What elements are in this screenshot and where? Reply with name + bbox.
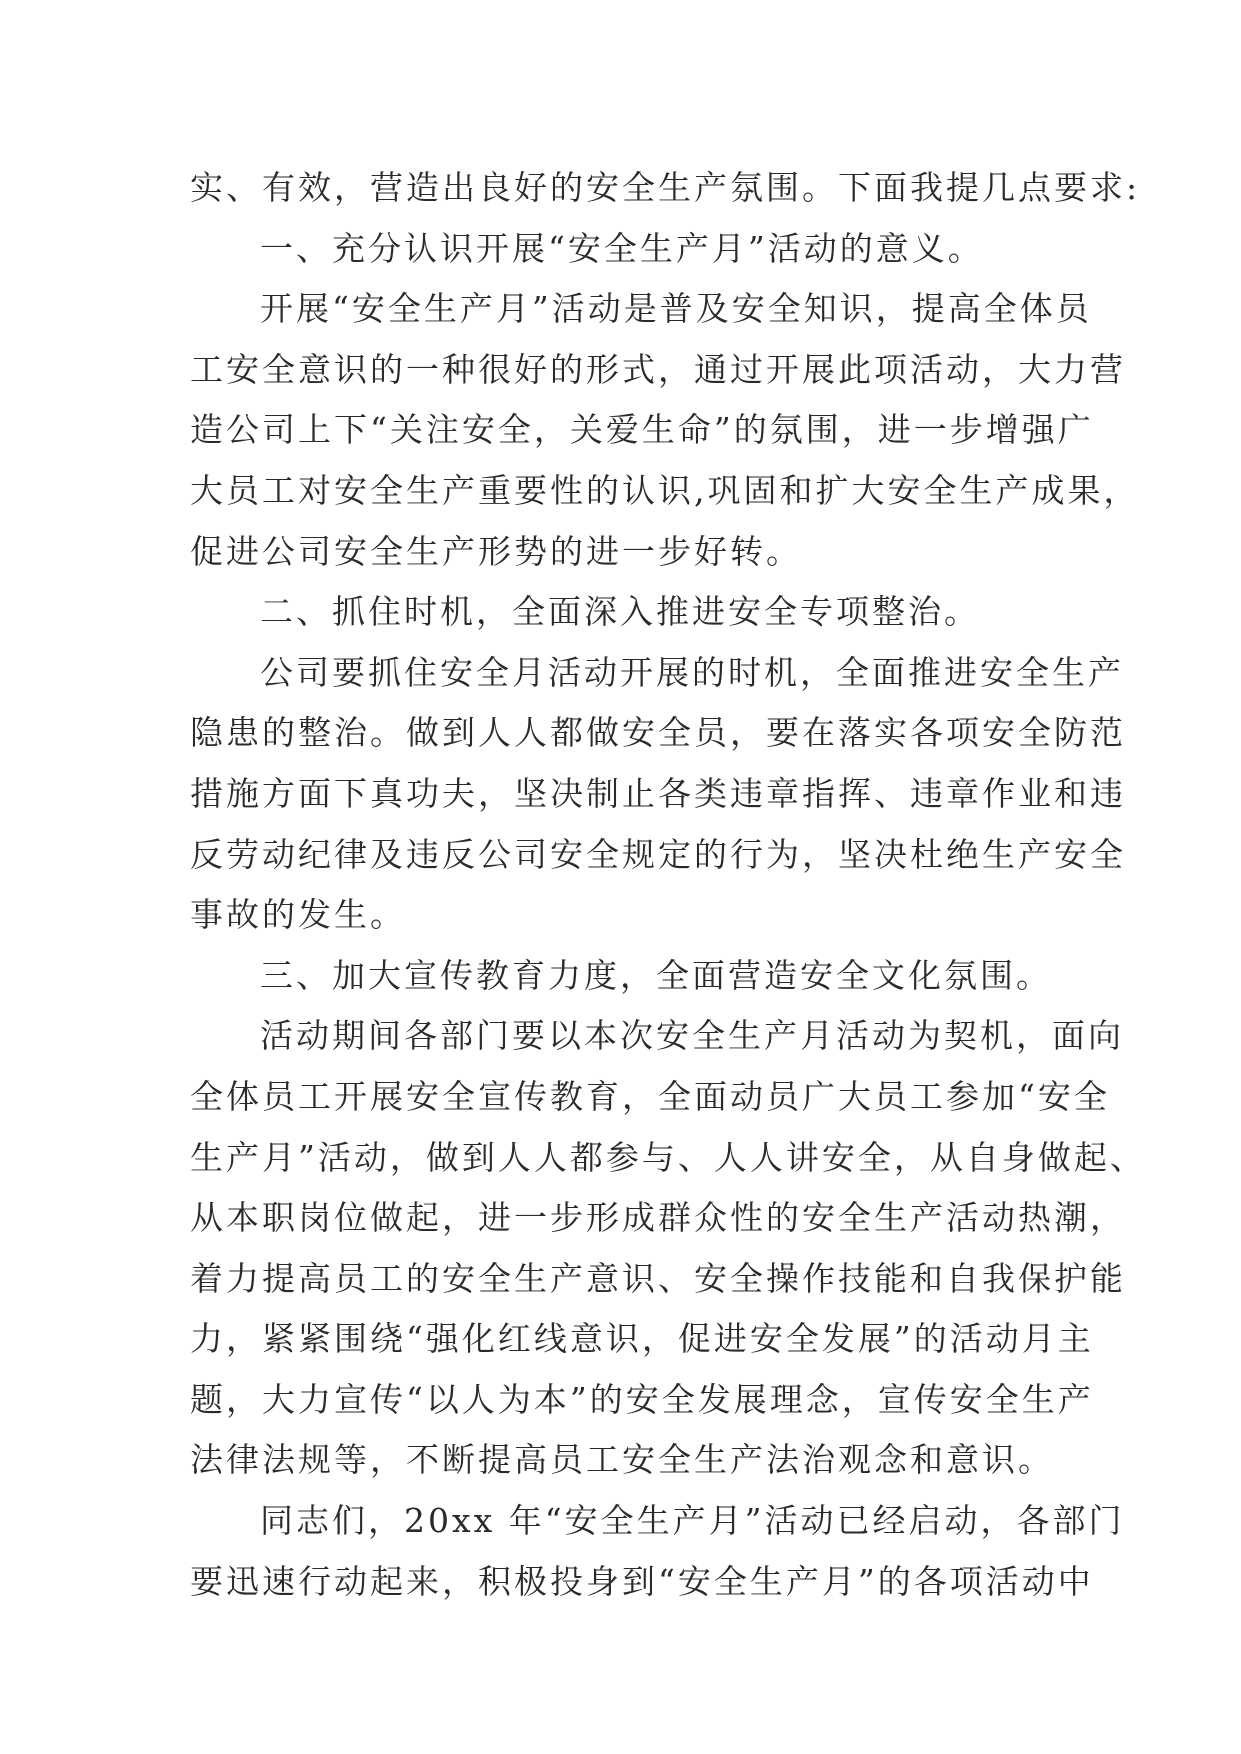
document-body (190, 158, 1146, 1612)
text-line: 法律法规等，不断提高员工安全生产法治观念和意识。 (190, 1440, 1054, 1480)
text-line: 反劳动纪律及违反公司安全规定的行为，坚决杜绝生产安全 (190, 834, 1126, 874)
text-line: 题，大力宣传“以人为本”的安全发展理念，宣传安全生产 (190, 1379, 1094, 1419)
text-line: 全体员工开展安全宣传教育，全面动员广大员工参加“安全 (190, 1076, 1110, 1116)
text-line: 力，紧紧围绕“强化红线意识，促进安全发展”的活动月主 (190, 1319, 1094, 1359)
text-line: 工安全意识的一种很好的形式，通过开展此项活动，大力营 (190, 349, 1126, 389)
text-line: 隐患的整治。做到人人都做安全员，要在落实各项安全防范 (190, 713, 1126, 753)
text-line: 公司要抓住安全月活动开展的时机，全面推进安全生产 (260, 652, 1124, 692)
text-line: 实、有效，营造出良好的安全生产氛围。下面我提几点要求: (190, 168, 1141, 207)
text-line: 措施方面下真功夫，坚决制止各类违章指挥、违章作业和违 (190, 773, 1126, 813)
text-line: 同志们，20xx 年“安全生产月”活动已经启动，各部门 (260, 1501, 1125, 1541)
text-line: 着力提高员工的安全生产意识、安全操作技能和自我保护能 (190, 1258, 1126, 1298)
text-line: 大员工对安全生产重要性的认识,巩固和扩大安全生产成果， (190, 470, 1140, 510)
text-line: 生产月”活动，做到人人都参与、人人讲安全，从自身做起、 (190, 1137, 1146, 1177)
section-heading-3: 三、加大宣传教育力度，全面营造安全文化氛围。 (260, 955, 1052, 995)
text-line: 活动期间各部门要以本次安全生产月活动为契机，面向 (260, 1016, 1124, 1056)
text-line: 促进公司安全生产形势的进一步好转。 (190, 531, 802, 571)
text-line: 从本职岗位做起，进一步形成群众性的安全生产活动热潮， (190, 1198, 1126, 1238)
text-line: 要迅速行动起来，积极投身到“安全生产月”的各项活动中 (190, 1561, 1094, 1601)
text-line: 事故的发生。 (190, 895, 406, 935)
text-line: 造公司上下“关注安全，关爱生命”的氛围，进一步增强广 (190, 410, 1094, 450)
section-heading-2: 二、抓住时机，全面深入推进安全专项整治。 (260, 592, 980, 632)
text-line: 开展“安全生产月”活动是普及安全知识，提高全体员 (260, 289, 1092, 329)
section-heading-1: 一、充分认识开展“安全生产月”活动的意义。 (260, 228, 984, 268)
